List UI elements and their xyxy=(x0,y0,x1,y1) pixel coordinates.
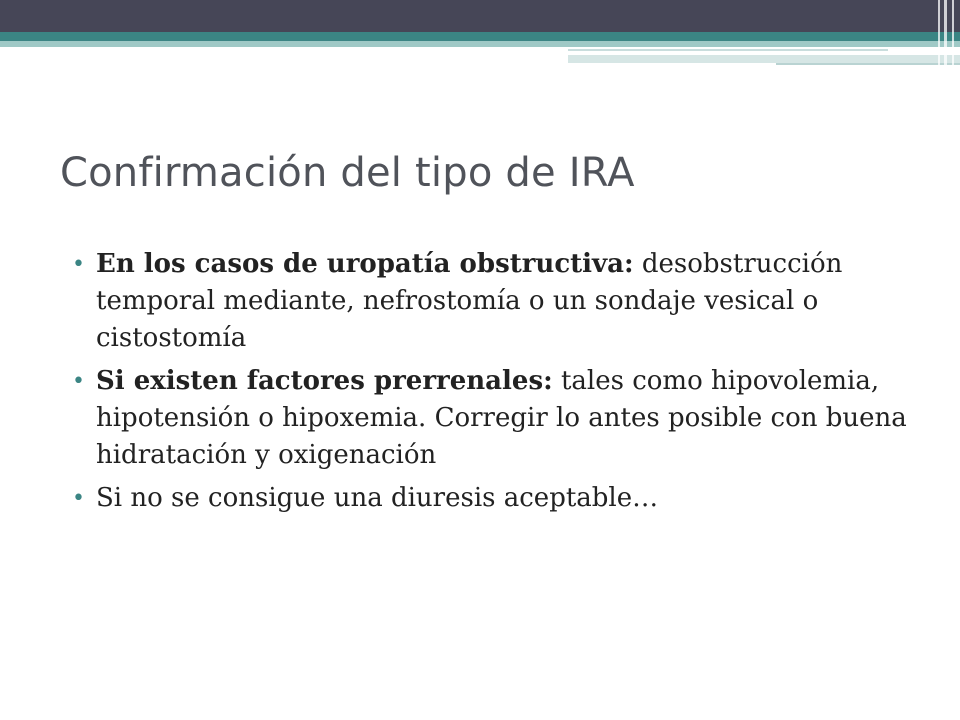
bullet-text: tales como hipovolemia, hipotensión o hipoxemia. Corregir lo antes posible con buena hidratación y oxigenación xyxy=(96,366,907,470)
bullet-list xyxy=(72,246,912,523)
bullet-text: Si no se consigue una diuresis aceptable… xyxy=(96,483,659,513)
header-accent-line xyxy=(568,49,888,51)
header-dark-band xyxy=(0,0,960,32)
bullet-icon: • xyxy=(72,369,85,394)
bullet-icon: • xyxy=(72,252,85,277)
bullet-item xyxy=(72,480,912,517)
header-light-band xyxy=(0,41,960,47)
bullet-bold-lead: Si existen factores prerrenales: xyxy=(96,366,553,396)
bullet-bold-lead: En los casos de uropatía obstructiva: xyxy=(96,249,634,279)
bullet-icon: • xyxy=(72,486,85,511)
header-vertical-bars xyxy=(928,0,960,68)
bullet-item xyxy=(72,246,912,357)
bullet-item xyxy=(72,363,912,474)
slide-title: Confirmación del tipo de IRA xyxy=(60,150,635,196)
header-accent-stripe xyxy=(568,55,960,63)
header-teal-band xyxy=(0,32,960,41)
bullet-text: desobstrucción temporal mediante, nefrostomía o un sondaje vesical o cistostomía xyxy=(96,249,843,353)
